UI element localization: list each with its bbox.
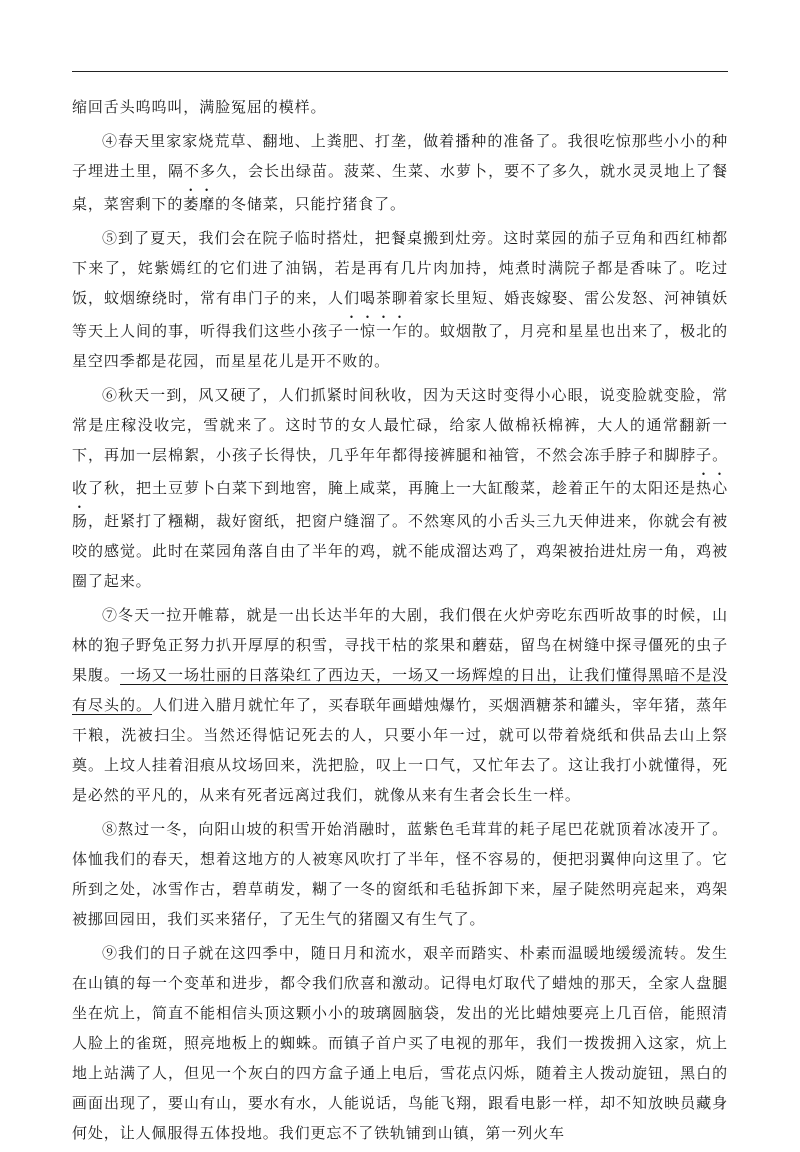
paragraph-6-text-b: ，赶紧打了糨糊，裁好窗纸，把窗户缝溜了。不然寒风的小舌头三九天伸进来，你就会有被咬的感觉。此时在菜园角落自由了半年的鸡，就不能成溜达鸡了，鸡架被抬进灶房一角，鸡被圈了起来。 [72, 512, 728, 590]
paragraph-8: ⑧熬过一冬，向阳山坡的积雪开始消融时，蓝紫色毛茸茸的耗子尾巴花就顶着冰凌开了。体恤我们的春天，想着这地方的人被寒风吹打了半年，怪不容易的，便把羽翼伸向这里了。它所到之处，冰雪作古，碧草萌发，糊了一冬的窗纸和毛毡拆卸下来，屋子陡然明亮起来，鸡架被挪回园田，我们买来猪仔，了无生气的猪圈又有生气了。 [72, 820, 728, 928]
paragraph-9: ⑨我们的日子就在这四季中，随日月和流水，艰辛而踏实、朴素而温暖地缓缓流转。发生在山镇的每一个变革和进步，都令我们欣喜和激动。记得电灯取代了蜡烛的那天，全家人盘腿坐在炕上，简直不能相信头顶这颗小小的玻璃圆脑袋，发出的光比蜡烛要亮上几百倍，能照清人脸上的雀斑，照亮地板上的蜘蛛。而镇子首户买了电视的那年，我们一拨拨拥入这家，炕上地上站满了人，但见一个灰白的四方盒子通上电后，雪花点闪烁，随着主人拨动旋钮，黑白的画面出现了，要山有山，要水有水，人能说话，鸟能飞翔，跟看电影一样，却不知放映员藏身何处，让人佩服得五体投地。我们更忘不了铁轨铺到山镇，第一列火车 [72, 944, 728, 1142]
paragraph-6-text-a: ⑥秋天一到，风又硬了，人们抓紧时间秋收，因为天这时变得小心眼，说变脸就变脸，常常是庄稼没收完，雪就来了。这时节的女人最忙碌，给家人做棉袄棉裤，大人的通常翻新一下，再加一层棉絮，小孩子长得快，几乎年年都得接裤腿和袖管，不然会冻手脖子和脚脖子。收了秋，把土豆萝卜白菜下到地窖，腌上咸菜，再腌上一大缸酸菜，趁着正午的太阳还是 [72, 386, 728, 497]
header-rule [72, 71, 728, 72]
paragraph-5-text-b: 的。蚊烟散了，月亮和星星也出来了，极北的星空四季都是花园，而星星花儿是开不败的。 [72, 322, 728, 370]
underlined-sentence: 一场又一场壮丽的日落染红了西边天，一场又一场辉煌的日出，让我们懂得黑暗不是没有尽头的。 [72, 666, 728, 714]
paragraph-6 [72, 380, 728, 596]
emphasized-word: 萎靡 [183, 195, 216, 213]
article-body [72, 92, 728, 1152]
paragraph-7 [72, 600, 728, 810]
emphasized-word: 热心肠 [72, 479, 728, 530]
paragraph-4-text-b: 的冬储菜，只能拧猪食了。 [215, 195, 406, 213]
paragraph-7-text-b: 人们进入腊月就忙年了，买春联年画蜡烛爆竹，买烟酒糖茶和罐头，宰年猪，蒸年干粮，洗被扫尘。当然还得惦记死去的人，只要小年一过，就可以带着烧纸和供品去山上祭奠。上坟人挂着泪痕从坟场回来，洗把脸，叹上一口气，又忙年去了。这让我打小就懂得，死是必然的平凡的，从来有死者远离过我们，就像从来有生者会长生一样。 [72, 696, 728, 804]
emphasized-word: 一惊一乍 [344, 322, 409, 340]
paragraph-5-text-a: ⑤到了夏天，我们会在院子临时搭灶，把餐桌搬到灶旁。这时菜园的茄子豆角和西红柿都下来了，姹紫嫣红的它们进了油锅，若是再有几片肉加持，炖煮时满院子都是香味了。吃过饭，蚊烟缭绕时，常有串门子的来，人们喝茶聊着家长里短、婚丧嫁娶、雷公发怒、河神镇妖等天上人间的事，听得我们这些小孩子 [72, 229, 728, 340]
paragraph-5 [72, 223, 728, 376]
paragraph-7-text-a: ⑦冬天一拉开帷幕，就是一出长达半年的大剧，我们偎在火炉旁吃东西听故事的时候，山林的狍子野兔正努力扒开厚厚的积雪，寻找干枯的浆果和蘑菇，留鸟在树缝中探寻僵死的虫子果腹。 [72, 606, 728, 684]
paragraph-4-text-a: ④春天里家家烧荒草、翻地、上粪肥、打垄，做着播种的准备了。我很吃惊那些小小的种子埋进土里，隔不多久，会长出绿苗。菠菜、生菜、水萝卜，要不了多久，就水灵灵地上了餐桌，菜窖剩下的 [72, 132, 728, 213]
paragraph-continuation: 缩回舌头呜呜叫，满脸冤屈的模样。 [72, 98, 327, 116]
paragraph-4 [72, 126, 728, 219]
